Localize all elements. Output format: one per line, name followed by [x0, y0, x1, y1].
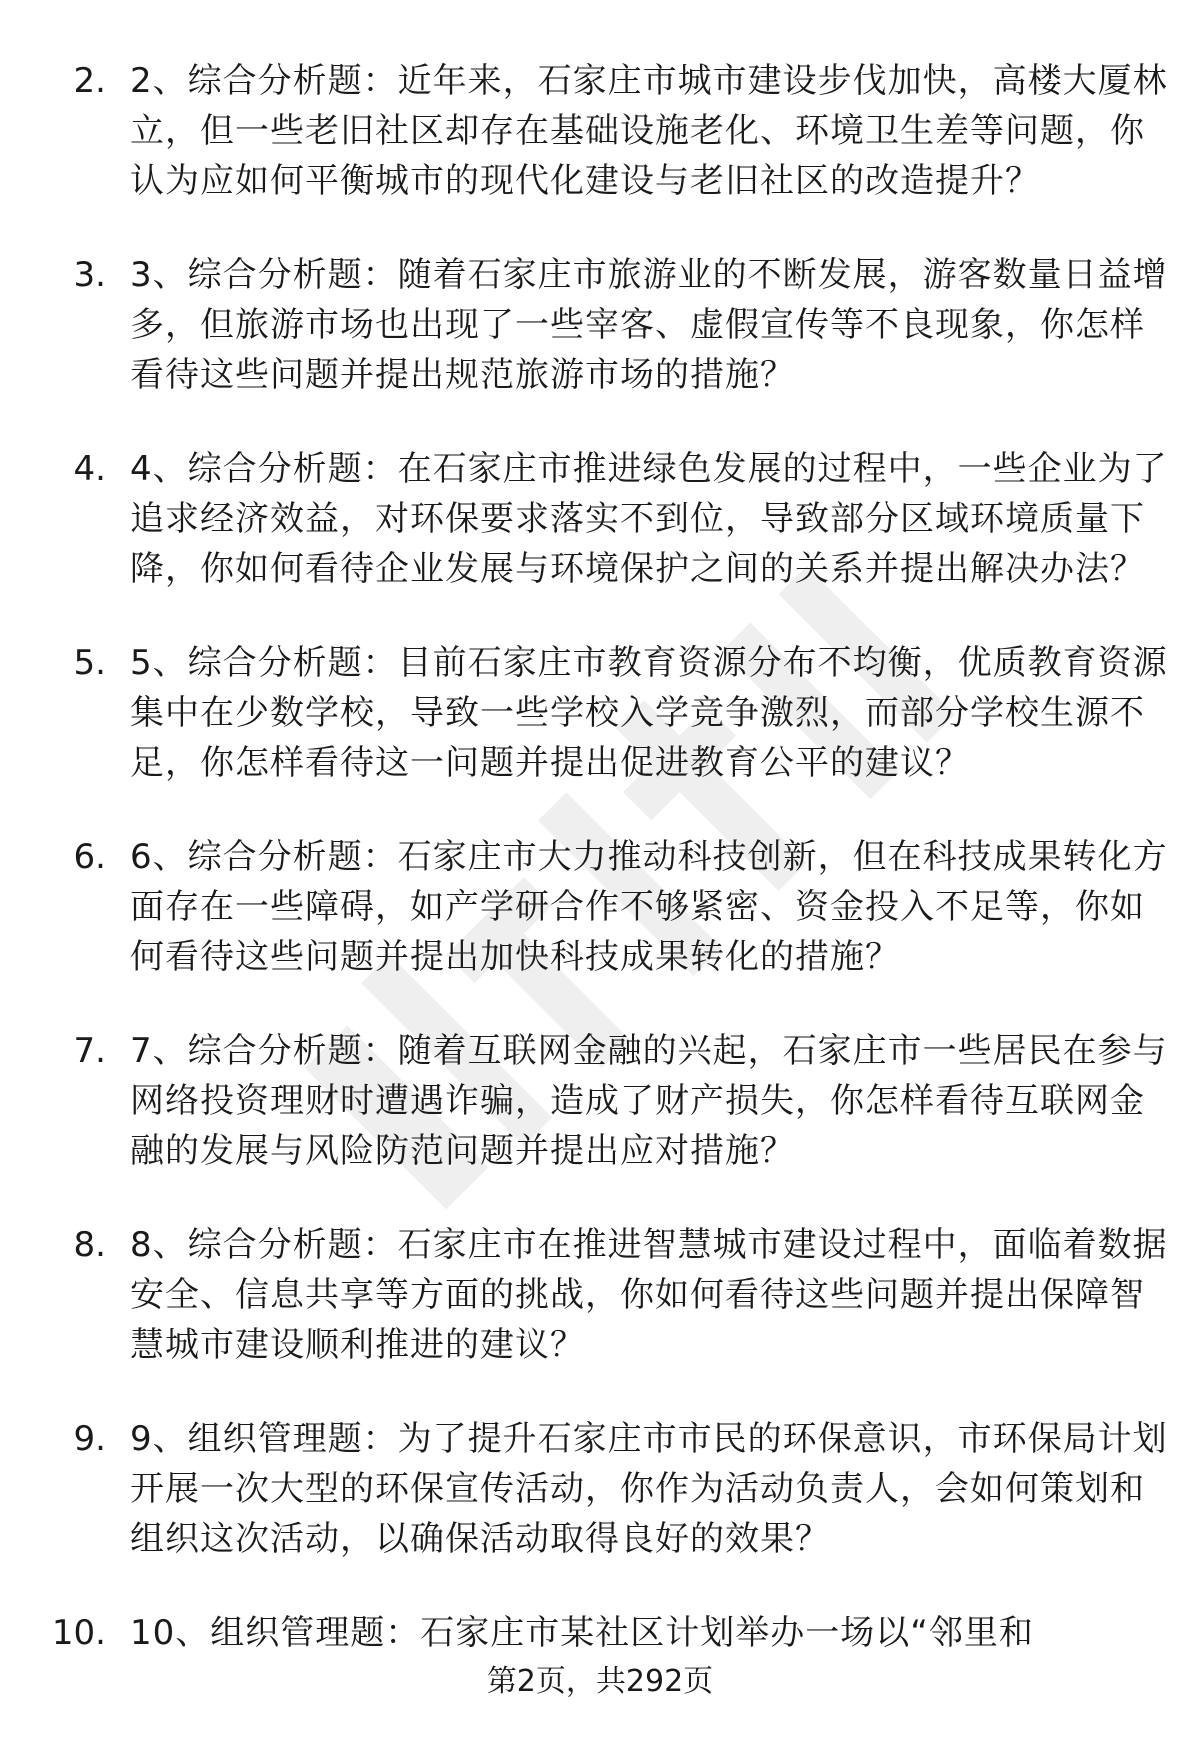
question-number: 7.: [73, 1031, 106, 1071]
question-list: [0, 56, 1200, 1702]
question-text: 5、综合分析题：目前石家庄市教育资源分布不均衡，优质教育资源集中在少数学校，导致一些学校入学竞争激烈，而部分学校生源不足，你怎样看待这一问题并提出促进教育公平的建议？: [130, 643, 1168, 783]
question-item: [0, 1026, 1200, 1176]
question-item: [0, 1608, 1200, 1658]
question-number: 8.: [73, 1225, 106, 1265]
question-text: 2、综合分析题：近年来，石家庄市城市建设步伐加快，高楼大厦林立，但一些老旧社区却存在基础设施老化、环境卫生差等问题，你认为应如何平衡城市的现代化建设与老旧社区的改造提升？: [130, 61, 1168, 201]
question-item: [0, 1414, 1200, 1564]
question-text: 8、综合分析题：石家庄市在推进智慧城市建设过程中，面临着数据安全、信息共享等方面的挑战，你如何看待这些问题并提出保障智慧城市建设顺利推进的建议？: [130, 1225, 1168, 1365]
question-text: 10、组织管理题：石家庄市某社区计划举办一场以“邻里和: [130, 1613, 1034, 1653]
question-text: 9、组织管理题：为了提升石家庄市市民的环保意识，市环保局计划开展一次大型的环保宣传活动，你作为活动负责人，会如何策划和组织这次活动，以确保活动取得良好的效果？: [130, 1419, 1168, 1559]
question-item: [0, 444, 1200, 594]
question-number: 3.: [73, 255, 106, 295]
question-number: 5.: [73, 643, 106, 683]
question-number: 6.: [73, 837, 106, 877]
question-text: 7、综合分析题：随着互联网金融的兴起，石家庄市一些居民在参与网络投资理财时遭遇诈骗，造成了财产损失，你怎样看待互联网金融的发展与风险防范问题并提出应对措施？: [130, 1031, 1168, 1171]
question-number: 9.: [73, 1419, 106, 1459]
question-item: [0, 638, 1200, 788]
page-footer: 第2页，共292页: [486, 1664, 714, 1699]
question-text: 4、综合分析题：在石家庄市推进绿色发展的过程中，一些企业为了追求经济效益，对环保要求落实不到位，导致部分区域环境质量下降，你如何看待企业发展与环境保护之间的关系并提出解决办法？: [130, 449, 1168, 589]
question-number: 4.: [73, 449, 106, 489]
question-number: 10.: [51, 1613, 106, 1653]
question-item: [0, 1220, 1200, 1370]
question-text: 6、综合分析题：石家庄市大力推动科技创新，但在科技成果转化方面存在一些障碍，如产学研合作不够紧密、资金投入不足等，你如何看待这些问题并提出加快科技成果转化的措施？: [130, 837, 1168, 977]
question-item: [0, 832, 1200, 982]
question-item: [0, 250, 1200, 400]
question-number: 2.: [73, 61, 106, 101]
question-text: 3、综合分析题：随着石家庄市旅游业的不断发展，游客数量日益增多，但旅游市场也出现了一些宰客、虚假宣传等不良现象，你怎样看待这些问题并提出规范旅游市场的措施？: [130, 255, 1168, 395]
question-item: [0, 56, 1200, 206]
